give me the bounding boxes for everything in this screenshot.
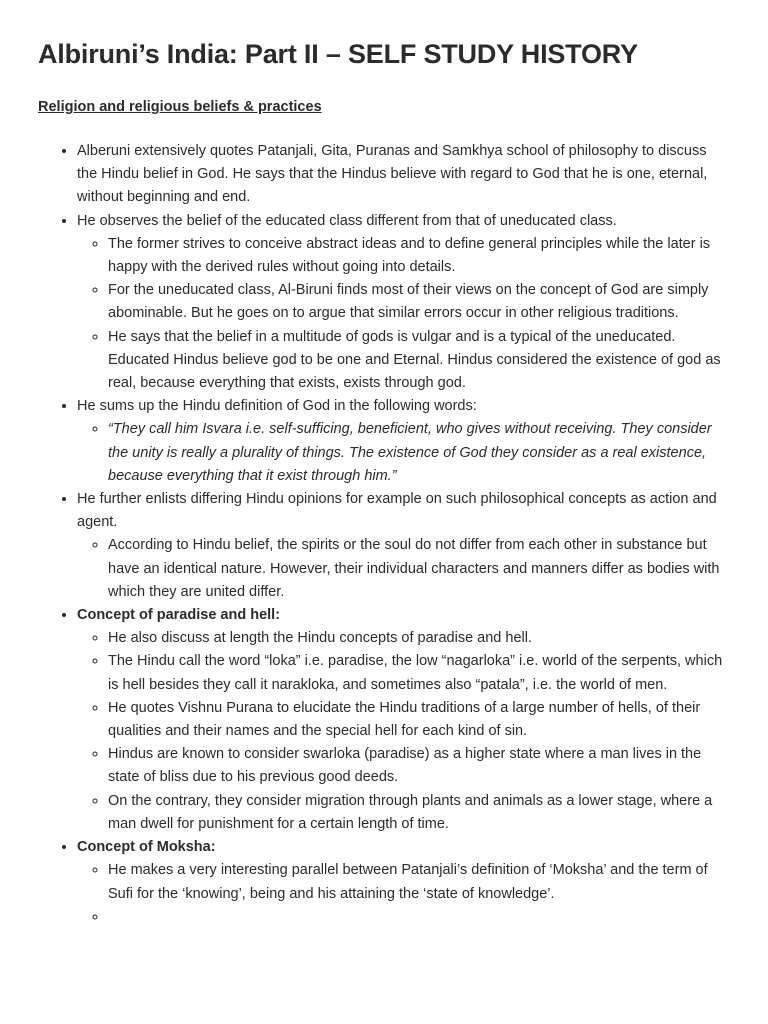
sub-list-item: ◦ He says that the belief in a multitude of gods is vulgar and is a typical of the uneducated. Educated Hindus believe god to be one and Eternal. Hindus considered the existence of god as real, because everything that exists, exists through god. (108, 326, 730, 396)
empty-sub-list-item (108, 906, 730, 929)
list-item (77, 836, 730, 929)
list-item-text: Alberuni extensively quotes Patanjali, Gita, Puranas and Samkhya school of philosophy to discuss the Hindu belief in God. He says that the Hindus believe with regard to God that he is one, eternal, without beginning and end. (77, 143, 708, 206)
list-item (77, 210, 730, 396)
sub-list-item: ◦ Hindus are known to consider swarloka (paradise) as a higher state where a man lives in the state of bliss due to his previous good deeds. (108, 743, 730, 789)
list-item (77, 604, 730, 836)
sub-list-item: ◦ He also discuss at length the Hindu concepts of paradise and hell. (108, 627, 730, 650)
sub-list-item: ◦ He makes a very interesting parallel between Patanjali’s definition of ‘Moksha’ and the term of Sufi for the ‘knowing’, being and his attaining the ‘state of knowledge’. (108, 859, 730, 905)
sub-list-item: ◦ On the contrary, they consider migration through plants and animals as a lower stage, where a man dwell for punishment for a certain length of time. (108, 790, 730, 836)
bullet-list (38, 140, 730, 929)
sub-list (77, 534, 730, 604)
sub-list-item: ◦ According to Hindu belief, the spirits or the soul do not differ from each other in substance but have an identical nature. However, their individual characters and manners differ as bodies with which they are united differ. (108, 534, 730, 604)
sub-list-item: ◦ The Hindu call the word “loka” i.e. paradise, the low “nagarloka” i.e. world of the serpents, which is hell besides they call it narakloka, and sometimes also “patala”, i.e. the world of men. (108, 650, 730, 696)
list-item (77, 395, 730, 488)
sub-list-item: ◦ He quotes Vishnu Purana to elucidate the Hindu traditions of a large number of hells, of their qualities and their names and the special hell for each kind of sin. (108, 697, 730, 743)
sub-list (77, 418, 730, 488)
paradise-hell-heading: Concept of paradise and hell: (77, 607, 281, 624)
sub-list (77, 627, 730, 836)
sub-list (77, 859, 730, 929)
page-title: Albiruni’s India: Part II – SELF STUDY HISTORY (38, 39, 638, 69)
sub-list-item: ◦ For the uneducated class, Al-Biruni finds most of their views on the concept of God are simply abominable. But he goes on to argue that similar errors occur in other religious traditions. (108, 279, 730, 325)
list-item-text: He further enlists differing Hindu opinions for example on such philosophical concepts as action and agent. (77, 491, 717, 531)
sub-list (77, 233, 730, 395)
list-item (77, 488, 730, 604)
quote-item: ◦ “They call him Isvara i.e. self-sufficing, beneficient, who gives without receiving. They consider the unity is really a plurality of things. The existence of God they consider as a real existence, because everything that it exist through him.” (108, 418, 730, 488)
list-item-text: He sums up the Hindu definition of God in the following words: (77, 398, 477, 415)
section-heading: Religion and religious beliefs & practices (38, 99, 322, 115)
list-item (77, 140, 730, 210)
list-item-text: He observes the belief of the educated class different from that of uneducated class. (77, 212, 617, 229)
sub-list-item: ◦ The former strives to conceive abstract ideas and to define general principles while the later is happy with the derived rules without going into details. (108, 233, 730, 279)
moksha-heading: Concept of Moksha: (77, 839, 216, 856)
